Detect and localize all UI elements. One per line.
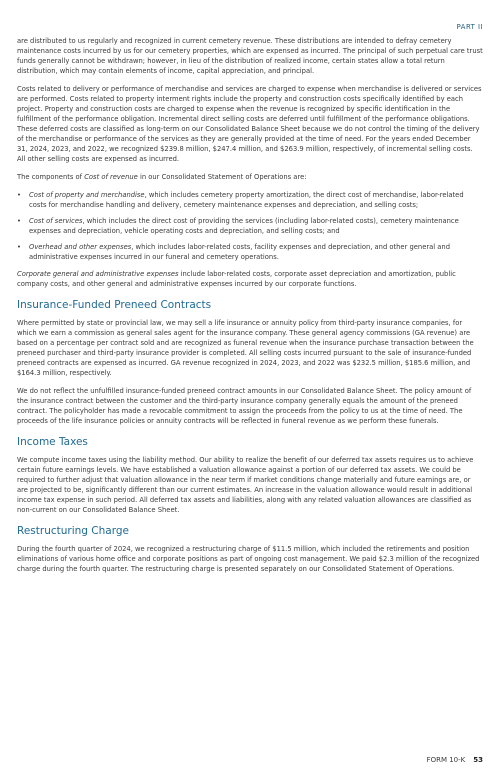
paragraph: We do not reflect the unfulfilled insurance-funded preneed contract amounts in our Consolidated Balance Sheet. The policy amount of the insurance contract between the customer and the third-party insurance company generally equals the amount of the preneed contract. The policyholder has made a revocable commitment to assign the proceeds from the policy to us at the time of need. The proceeds of the life insurance policies or annuity contracts will be reflected in funeral revenue as we perform these funerals. xyxy=(17,387,472,425)
page-number: 53 xyxy=(473,756,483,764)
list-item: • Overhead and other expenses, which includes labor-related costs, facility expenses and depreciation, and other general and administrative expenses incurred in our funeral and cemetery operations. xyxy=(17,242,483,262)
italic-term: Cost of revenue xyxy=(84,173,138,181)
form-label: FORM 10-K xyxy=(426,756,466,764)
paragraph: Where permitted by state or provincial law, we may sell a life insurance or annuity policy from third-party insurance companies, for which we earn a commission as general sales agent for the insurance company. These general agency commissions (GA revenue) are based on a percentage per contract sold and are recognized as funeral revenue when the insurance purchase transaction between the preneed purchaser and third-party insurance provider is completed. All selling costs incurred pursuant to the sale of insurance-funded preneed contracts are expensed as incurred. GA revenue recognized in 2024, 2023, and 2022 was $232.5 million, $185.6 million, and $164.3 million, respectively. xyxy=(17,319,474,377)
section-heading-restructuring: Restructuring Charge xyxy=(17,525,129,537)
section-heading-income-taxes: Income Taxes xyxy=(17,436,88,448)
italic-term: Cost of services xyxy=(29,217,83,225)
list-item: • Cost of services, which includes the direct cost of providing the services (including labor-related costs), cemetery maintenance expenses and depreciation, vehicle operating costs and depreciation, and selling costs; and xyxy=(17,216,483,236)
italic-term: Overhead and other expenses xyxy=(29,243,132,251)
paragraph: Costs related to delivery or performance of merchandise and services are charged to expense when merchandise is delivered or services are performed. Costs related to property interment rights include the property and construction costs specifically identified by each project. Property and construction costs are charged to expense when the revenue is recognized by specific identification in the fulfillment of the performance obligation. Incremental direct selling costs are deferred until fulfillment of the performance obligations. These deferred costs are classified as long-term on our Consolidated Balance Sheet because we do not control the timing of the delivery of the merchandise or performance of the services as they are generally provided at the time of need. For the years ended December 31, 2024, 2023, and 2022, we recognized $239.8 million, $247.4 million, and $263.9 million, respectively, of incremental selling costs. All other selling costs are expensed as incurred. xyxy=(17,85,482,163)
paragraph: The components of Cost of revenue in our Consolidated Statement of Operations are: xyxy=(17,173,307,181)
paragraph: Corporate general and administrative expenses include labor-related costs, corporate asset depreciation and amortization, public company costs, and other general and administrative expenses incurred by our corporate functions. xyxy=(17,270,456,288)
part-label: PART II xyxy=(456,23,483,31)
paragraph: During the fourth quarter of 2024, we recognized a restructuring charge of $11.5 million, which included the retirements and position eliminations of various home office and corporate positions as part of ongoing cost management. We paid $2.3 million of the recognized charge during the fourth quarter. The restructuring charge is presented separately on our Consolidated Statement of Operations. xyxy=(17,545,480,573)
document-body xyxy=(17,36,483,582)
page-footer xyxy=(427,756,483,764)
paragraph: are distributed to us regularly and recognized in current cemetery revenue. These distributions are intended to defray cemetery maintenance costs incurred by us for our cemetery properties, which are expensed as incurred. The principal of such perpetual care trust funds generally cannot be withdrawn; however, in lieu of the distribution of realized income, certain states allow a total return distribution, which may contain elements of income, capital appreciation, and principal. xyxy=(17,37,483,75)
paragraph: We compute income taxes using the liability method. Our ability to realize the benefit of our deferred tax assets requires us to achieve certain future earnings levels. We have established a valuation allowance against a portion of our deferred tax assets. We could be required to further adjust that valuation allowance in the near term if market conditions change materially and future earnings are, or are projected to be, significantly different than our current estimates. An increase in the valuation allowance would result in additional income tax expense in such period. All deferred tax assets and liabilities, along with any related valuation allowances are classified as non-current on our Consolidated Balance Sheet. xyxy=(17,456,474,514)
italic-term: Corporate general and administrative expenses xyxy=(17,270,179,278)
section-heading-insurance: Insurance-Funded Preneed Contracts xyxy=(17,299,212,311)
italic-term: Cost of property and merchandise xyxy=(29,191,145,199)
list-item: • Cost of property and merchandise, which includes cemetery property amortization, the direct cost of merchandise, labor-related costs for merchandise handling and delivery, cemetery maintenance expenses and depreciation, and selling costs; xyxy=(17,190,483,210)
cost-components-list xyxy=(17,190,483,262)
